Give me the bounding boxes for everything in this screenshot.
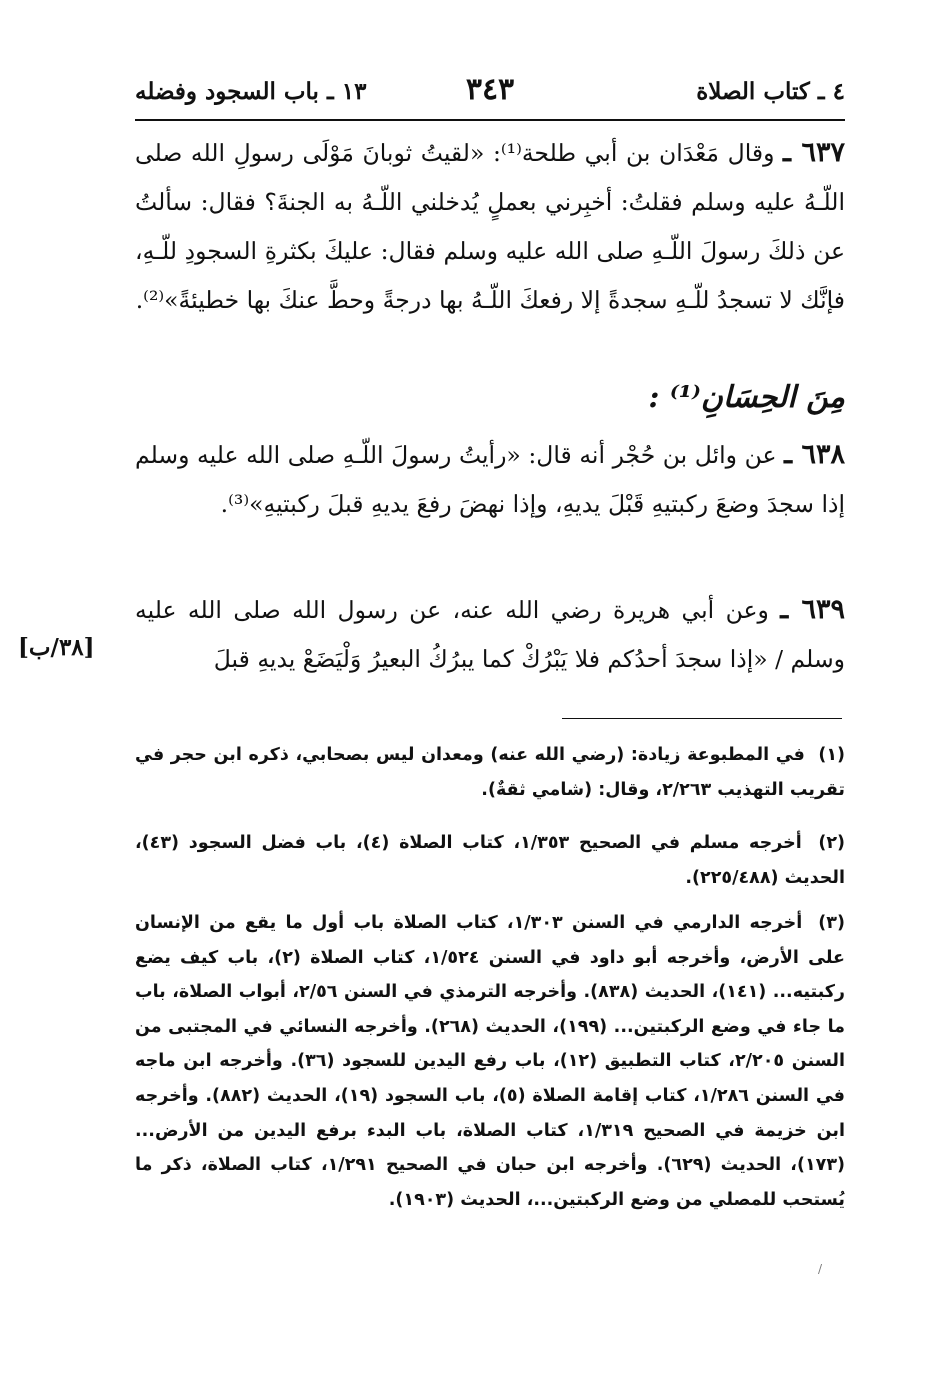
hadith-637 bbox=[135, 128, 845, 325]
footnote-text: أخرجه مسلم في الصحيح ١/٣٥٣، كتاب الصلاة (٤)، باب فضل السجود (٤٣)، الحديث (٢٢٥/٤٨٨). bbox=[135, 833, 845, 888]
footnote-number: (١) bbox=[818, 745, 845, 765]
hadith-number: ٦٣٧ ـ bbox=[783, 137, 846, 168]
hadith-number: ٦٣٨ ـ bbox=[784, 439, 845, 470]
footnote-2 bbox=[135, 826, 845, 895]
scan-mark: / bbox=[818, 1262, 823, 1276]
header-rule bbox=[135, 119, 845, 121]
section-title: ١٣ ـ باب السجود وفضله bbox=[135, 78, 367, 105]
footnote-text: أخرجه الدارمي في السنن ١/٣٠٣، كتاب الصلاة باب أول ما يقع من الإنسان على الأرض، وأخرجه أبو داود في السنن ١/٥٢٤، كتاب الصلاة (٢)، باب كيف يضع ركبتيه... (١٤١)، الحديث (٨٣٨). وأخرجه الترمذي في السنن ٢/٥٦، أبواب الصلاة، باب ما جاء في وضع الركبتين... (١٩٩)، الحديث (٢٦٨). وأخرجه النسائي في المجتبى من السنن ٢/٢٠٥، كتاب التطبيق (١٢)، باب رفع اليدين للسجود (٣٦). وأخرجه ابن ماجه في السنن ١/٢٨٦، كتاب إقامة الصلاة (٥)، باب السجود (١٩)، الحديث (٨٨٢). وأخرجه ابن خزيمة في الصحيح ١/٣١٩، كتاب الصلاة، باب البدء برفع اليدين من الأرض... (١٧٣)، الحديث (٦٢٩). وأخرجه ابن حبان في الصحيح ١/٢٩١، كتاب الصلاة، ذكر ما يُستحب للمصلي من وضع الركبتين...، الحديث (١٩٠٣). bbox=[135, 913, 846, 1210]
section-heading: مِنَ الحِسَانِ⁽¹⁾ : bbox=[648, 380, 845, 415]
footnote-rule bbox=[562, 718, 842, 719]
page-number: ٣٤٣ bbox=[465, 72, 515, 107]
footnote-3 bbox=[135, 906, 845, 1217]
hadith-text: وقال مَعْدَان بن أبي طلحة⁽¹⁾: «لقيتُ ثوبانَ مَوْلَى رسولِ الله صلى اللّـهُ عليه وسلم فقلتُ: أخبِرني بعملٍ يُدخلني اللّـهُ به الجنةَ؟ فقال: سألتُ عن ذلكَ رسولَ اللّـهِ صلى الله عليه وسلم فقال: عليكَ بكثرةِ السجودِ للّـهِ، فإنَّك لا تسجدُ للّـهِ سجدةً إلا رفعكَ اللّـهُ بها درجةً وحطَّ عنكَ بها خطيئةً»⁽²⁾. bbox=[135, 139, 845, 314]
hadith-638 bbox=[135, 430, 845, 529]
footnote-number: (٢) bbox=[818, 833, 845, 853]
footnote-1 bbox=[135, 738, 845, 807]
hadith-number: ٦٣٩ ـ bbox=[780, 594, 845, 625]
footnote-number: (٣) bbox=[818, 913, 845, 933]
running-header bbox=[135, 72, 845, 112]
footnote-text: في المطبوعة زيادة: (رضي الله عنه) ومعدان ليس بصحابي، ذكره ابن حجر في تقريب التهذيب ٢/٢٦٣، وقال: (شامي ثقةٌ). bbox=[135, 745, 845, 800]
hadith-639 bbox=[135, 585, 845, 684]
manuscript-folio-ref: [٣٨/ب] bbox=[18, 634, 95, 661]
hadith-text: عن وائل بن حُجْر أنه قال: «رأيتُ رسولَ اللّـهِ صلى الله عليه وسلم إذا سجدَ وضعَ ركبتيهِ قَبْلَ يديهِ، وإذا نهضَ رفعَ يديهِ قبلَ ركبتيهِ»⁽³⁾. bbox=[135, 441, 845, 518]
chapter-title: ٤ ـ كتاب الصلاة bbox=[696, 78, 845, 105]
hadith-text: وعن أبي هريرة رضي الله عنه، عن رسول الله صلى الله عليه وسلم / «إذا سجدَ أحدُكم فلا يَبْرُكْ كما يبرُكُ البعيرُ وَلْيَضَعْ يديهِ قبلَ bbox=[135, 596, 845, 673]
